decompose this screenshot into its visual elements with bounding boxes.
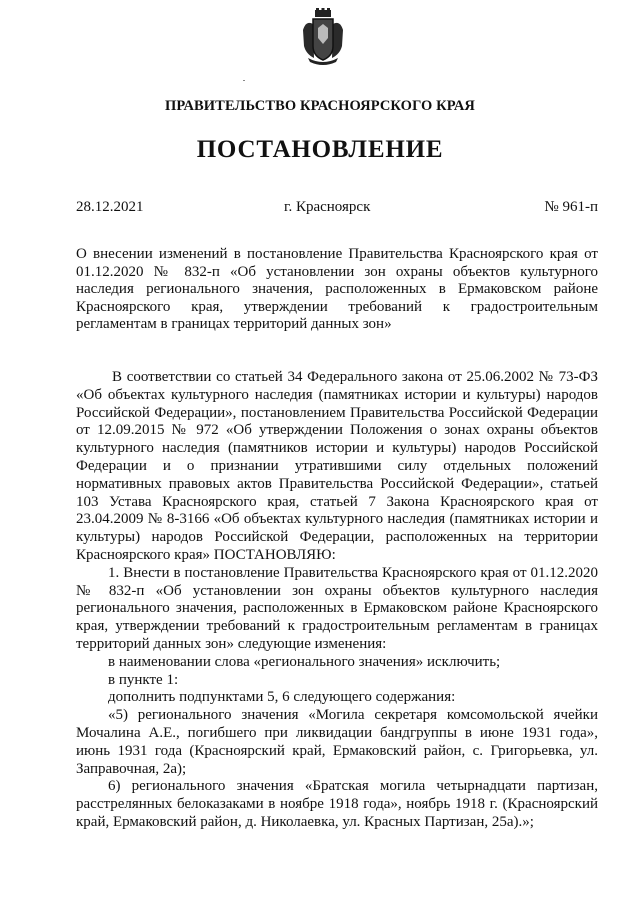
document-date: 28.12.2021 <box>76 199 144 215</box>
body-paragraph-subpoint-6: 6) регионального значения «Братская могила четырнадцати партизан, расстрелянных белоказаками в ноябре 1918 года», ноябрь 1918 г. (Красноярский край, Ермаковский район, д. Николаевка, ул. Красных Партизан, 25а).»; <box>76 778 598 830</box>
body-paragraph-subpoint-5: «5) регионального значения «Могила секретаря комсомольской ячейки Мочалина А.Е., погибшего при ликвидации бандгруппы в июне 1931 года», июнь 1931 года (Красноярский край, Ермаковский район, с. Григорьевка, ул. Заправочная, 2а); <box>76 707 598 777</box>
scan-speck <box>243 80 245 81</box>
body-paragraph-name-change: в наименовании слова «регионального значения» исключить; <box>108 653 501 670</box>
document-city: г. Красноярск <box>284 199 371 215</box>
body-paragraph-item-1: 1. Внести в постановление Правительства Красноярского края от 01.12.2020 № 832-п «Об установлении зон охраны объектов культурного наследия регионального значения, расположенных в Ермаковском районе Красноярского края, утверждении требований к градостроительным регламентам в границах территорий данных зон» следующие изменения: <box>76 564 598 652</box>
body-paragraph-add-subpoints: дополнить подпунктами 5, 6 следующего содержания: <box>108 689 456 706</box>
document-number: № 961-п <box>544 199 598 215</box>
krasnoyarsk-coat-of-arms-icon <box>302 8 344 66</box>
document-body <box>76 369 598 832</box>
body-paragraph-preamble: В соответствии со статьей 34 Федерального закона от 25.06.2002 № 73-ФЗ «Об объектах культурного наследия (памятниках истории и культуры) народов Российской Федерации», постановлением Правительства Российской Федерации от 12.09.2015 № 972 «Об утверждении Положения о зонах охраны объектов культурного наследия (памятников истории и культуры) народов Российской Федерации и о признании утратившими силу отдельных положений нормативных правовых актов Правительства Российской Федерации», статьей 103 Устава Красноярского края, статьей 7 Закона Красноярского края от 23.04.2009 № 8-3166 «Об объектах культурного наследия (памятниках истории и культуры) народов Российской Федерации, расположенных на территории Красноярского края» ПОСТАНОВЛЯЮ: <box>76 369 598 563</box>
document-type-title: ПОСТАНОВЛЕНИЕ <box>196 136 444 163</box>
document-subject: О внесении изменений в постановление Правительства Красноярского края от 01.12.2020 № 832-п «Об установлении зон охраны объектов культурного наследия регионального значения, расположенных в Ермаковском районе Красноярского края, утверждении требований к градостроительным регламентам в границах территорий данных зон» <box>76 246 598 333</box>
body-paragraph-point-1: в пункте 1: <box>108 671 179 688</box>
government-name: ПРАВИТЕЛЬСТВО КРАСНОЯРСКОГО КРАЯ <box>164 98 475 114</box>
